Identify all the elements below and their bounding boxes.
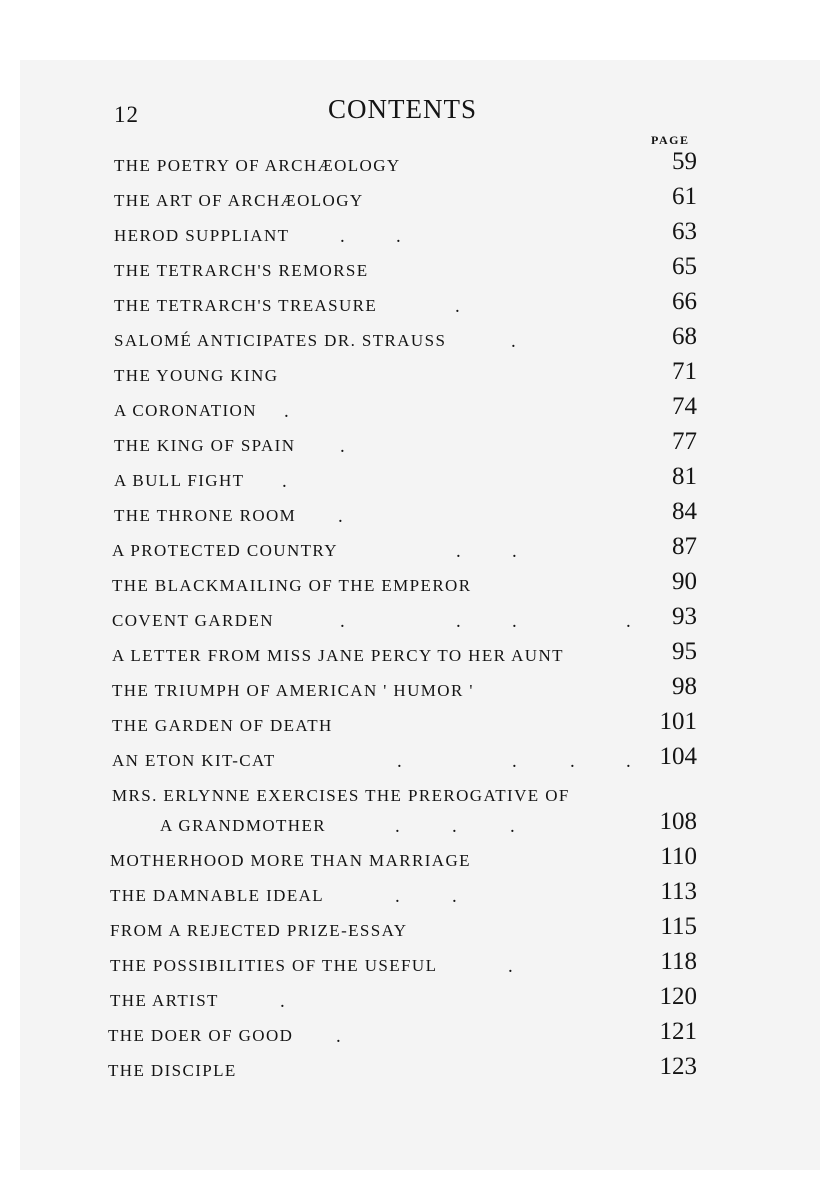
toc-entry: [0, 603, 840, 641]
toc-entry-title: THE TETRARCH'S TREASURE: [114, 296, 378, 315]
toc-entry-title: HEROD SUPPLIANT: [114, 226, 290, 245]
toc-entry-page: 115: [660, 913, 697, 940]
toc-entry-title: FROM A REJECTED PRIZE-ESSAY: [110, 921, 408, 940]
toc-entry: [0, 913, 840, 951]
toc-entry: [0, 568, 840, 606]
toc-entry-page: 98: [672, 673, 697, 700]
leader-dots: .: [626, 751, 631, 772]
toc-entry-page: 74: [672, 393, 697, 420]
toc-entry-page: 120: [659, 983, 697, 1010]
toc-entry-title: THE DAMNABLE IDEAL: [110, 886, 325, 905]
toc-entry-page: 121: [659, 1018, 697, 1045]
leader-dots: .: [508, 956, 513, 977]
leader-dots: .: [397, 751, 402, 772]
leader-dots: .: [570, 751, 575, 772]
toc-entry-title: THE POSSIBILITIES OF THE USEFUL: [110, 956, 438, 975]
toc-entry: [0, 1018, 840, 1056]
leader-dots: .: [396, 226, 401, 247]
leader-dots: .: [395, 816, 400, 837]
leader-dots: .: [456, 541, 461, 562]
toc-entry-page: 110: [660, 843, 697, 870]
toc-entry-title: THE YOUNG KING: [114, 366, 279, 385]
toc-entry-page: 95: [672, 638, 697, 665]
toc-entry-title: THE DOER OF GOOD: [108, 1026, 294, 1045]
toc-entry: [0, 948, 840, 986]
toc-entry-page: 66: [672, 288, 697, 315]
toc-entry-title: THE BLACKMAILING OF THE EMPEROR: [112, 576, 472, 595]
toc-entry-page: 59: [672, 148, 697, 175]
toc-entry-title: THE THRONE ROOM: [114, 506, 297, 525]
leader-dots: .: [452, 816, 457, 837]
toc-entry: [0, 218, 840, 256]
leader-dots: .: [510, 816, 515, 837]
toc-entry-page: 81: [672, 463, 697, 490]
toc-entry-title: A PROTECTED COUNTRY: [112, 541, 338, 560]
toc-entry-page: 84: [672, 498, 697, 525]
toc-entry: [0, 428, 840, 466]
leader-dots: .: [455, 296, 460, 317]
toc-entry: [0, 253, 840, 291]
toc-entry: [0, 393, 840, 431]
toc-entry-title: THE TETRARCH'S REMORSE: [114, 261, 369, 280]
toc-entry: [0, 638, 840, 676]
leader-dots: .: [626, 611, 631, 632]
toc-entry: [0, 808, 840, 846]
toc-entry-title: THE KING OF SPAIN: [114, 436, 296, 455]
toc-entry-title: COVENT GARDEN: [112, 611, 274, 630]
toc-entry-page: 104: [659, 743, 697, 770]
toc-entry: [0, 323, 840, 361]
leader-dots: .: [456, 611, 461, 632]
toc-entry: [0, 358, 840, 396]
toc-entry: [0, 983, 840, 1021]
toc-entry-title: THE ART OF ARCHÆOLOGY: [114, 191, 364, 210]
leader-dots: .: [511, 331, 516, 352]
toc-entry-title: MRS. ERLYNNE EXERCISES THE PREROGATIVE OF: [112, 786, 570, 805]
leader-dots: .: [512, 751, 517, 772]
toc-entry-title: THE GARDEN OF DEATH: [112, 716, 333, 735]
toc-entry-title: MOTHERHOOD MORE THAN MARRIAGE: [110, 851, 471, 870]
leader-dots: .: [395, 886, 400, 907]
toc-entry-page: 71: [672, 358, 697, 385]
toc-entry-page: 113: [660, 878, 697, 905]
toc-entry-page: 61: [672, 183, 697, 210]
toc-entry-title: THE ARTIST: [110, 991, 219, 1010]
toc-entry-page: 90: [672, 568, 697, 595]
toc-entry-page: 87: [672, 533, 697, 560]
toc-entry-page: 68: [672, 323, 697, 350]
toc-entry: [0, 786, 840, 816]
leader-dots: .: [284, 401, 289, 422]
toc-entry-page: 93: [672, 603, 697, 630]
toc-entry-title: A BULL FIGHT: [114, 471, 245, 490]
toc-entry-title: THE POETRY OF ARCHÆOLOGY: [114, 156, 401, 175]
page-column-label: PAGE: [651, 133, 690, 147]
toc-entry-page: 77: [672, 428, 697, 455]
toc-entry-page: 123: [659, 1053, 697, 1080]
toc-entry: [0, 463, 840, 501]
toc-entry-page: 108: [659, 808, 697, 835]
leader-dots: .: [340, 436, 345, 457]
toc-entry-page: 118: [660, 948, 697, 975]
toc-entry: [0, 183, 840, 221]
toc-entry-title: SALOMÉ ANTICIPATES DR. STRAUSS: [114, 331, 447, 350]
leader-dots: .: [452, 886, 457, 907]
page-title: CONTENTS: [328, 94, 477, 124]
leader-dots: .: [512, 611, 517, 632]
leader-dots: .: [338, 506, 343, 527]
toc-entry-title: A GRANDMOTHER: [160, 816, 327, 835]
page-number: 12: [114, 102, 139, 127]
leader-dots: .: [280, 991, 285, 1012]
toc-entry: [0, 673, 840, 711]
leader-dots: .: [340, 226, 345, 247]
toc-entry-title: THE DISCIPLE: [108, 1061, 237, 1080]
toc-entry: [0, 533, 840, 571]
toc-entry: [0, 1053, 840, 1091]
toc-entry-title: A LETTER FROM MISS JANE PERCY TO HER AUNT: [112, 646, 564, 665]
leader-dots: .: [340, 611, 345, 632]
toc-entry-page: 63: [672, 218, 697, 245]
toc-entry: [0, 288, 840, 326]
toc-entry: [0, 743, 840, 781]
leader-dots: .: [336, 1026, 341, 1047]
leader-dots: .: [512, 541, 517, 562]
leader-dots: .: [282, 471, 287, 492]
toc-entry-title: THE TRIUMPH OF AMERICAN ' HUMOR ': [112, 681, 474, 700]
toc-entry: [0, 498, 840, 536]
toc-entry-title: AN ETON KIT-CAT: [112, 751, 276, 770]
toc-entry: [0, 148, 840, 186]
toc-entry-title: A CORONATION: [114, 401, 257, 420]
toc-entry-page: 65: [672, 253, 697, 280]
toc-entry: [0, 708, 840, 746]
toc-entry: [0, 878, 840, 916]
toc-entry: [0, 843, 840, 881]
toc-entry-page: 101: [659, 708, 697, 735]
